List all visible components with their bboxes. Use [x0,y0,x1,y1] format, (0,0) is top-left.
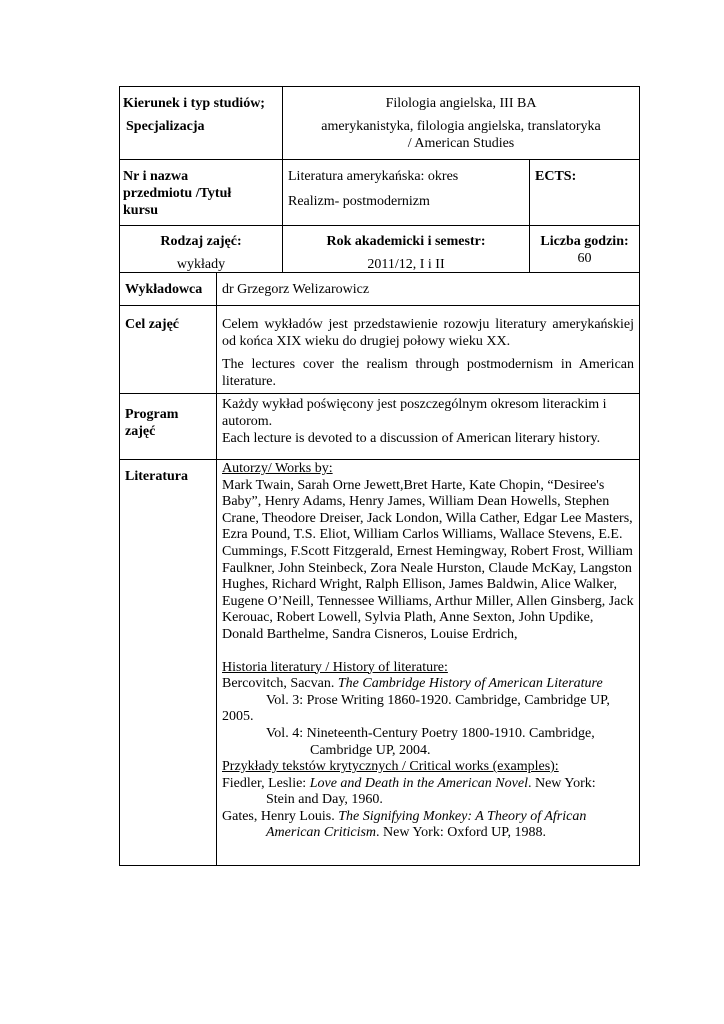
row-lecturer [120,273,639,306]
class-type-label: Rodzaj zajęć: [160,234,242,249]
fiedler-title: Love and Death in the American Novel [309,775,528,791]
row-field-of-study [120,87,639,160]
goal-value-cell [216,306,639,393]
specialization-value: amerykanistyka, filologia angielska, translatoryka / American Studies [321,119,601,151]
gates-publisher: . New York: Oxford UP, 1988. [376,825,547,841]
field-of-study-value: Filologia angielska, III BA [385,96,537,111]
literature-label: Literatura [125,469,188,484]
row-class-info [120,226,639,273]
lecturer-label-cell [120,273,216,305]
lecturer-value: dr Grzegorz Welizarowicz [222,282,370,297]
bercovitch-entry [222,676,634,693]
authors-heading: Autorzy/ Works by: [222,461,333,476]
goal-value-en: The lectures cover the realism through postmodernism in American literature. [222,357,634,389]
course-title-line1: Literatura amerykańska: okres [288,169,459,184]
gates-title-line2: American Criticism [266,825,377,841]
hours-value: 60 [577,251,592,266]
class-type-value: wykłady [176,257,226,272]
goal-value-pl: Celem wykładów jest przedstawienie rozowju literatury amerykańskiej od końca XIX wieku do drugiej połowy wieku XX. [222,317,634,349]
academic-year-value: 2011/12, I i II [367,257,445,272]
fiedler-publisher-line2: Stein and Day, 1960. [266,792,383,808]
gates-entry [222,809,634,826]
authors-list: Mark Twain, Sarah Orne Jewett,Bret Harte, Kate Chopin, “Desiree's Baby”, Henry Adams, Henry James, William Dean Howells, Stephen Crane, Theodore Dreiser, Jack London, Willa Cather, Edgar Lee Masters, Ezra Pound, T.S. Eliot, William Carlos Williams, Wallace Stevens, E.E. Cummings, F.Scott Fitzgerald, Ernest Hemingway, Robert Frost, William Faulkner, John Steinbeck, Zora Neale Hurston, Claude McKay, Langston Hughes, Richard Wright, Ralph Ellison, James Baldwin, Alice Walker, Eugene O’Neill, Tennessee Williams, Arthur Miller, Allen Ginsberg, Jack Kerouac, Robert Lowell, Sylvia Plath, Anne Sexton, John Updike, Donald Barthelme, Sandra Cisneros, Louise Erdrich, [222,477,634,642]
academic-year-label: Rok akademicki i semestr: [326,234,486,249]
critical-heading: Przykłady tekstów krytycznych / Critical works (examples): [222,759,559,775]
fiedler-author: Fiedler, Leslie: [222,775,310,791]
goal-label-cell [120,306,216,393]
vol3-entry: Vol. 3: Prose Writing 1860-1920. Cambridge, Cambridge UP, [266,692,610,708]
program-label-cell [120,394,216,459]
academic-year-cell [282,226,529,272]
row-program [120,394,639,460]
bercovitch-author: Bercovitch, Sacvan. [222,676,338,692]
vol4-continuation: Cambridge UP, 2004. [310,742,431,758]
fiedler-publisher: . New York: [527,775,596,791]
field-value-cell [282,87,639,159]
ects-cell [529,160,639,225]
goal-label: Cel zajęć [125,317,180,332]
row-literature [120,460,639,865]
bercovitch-title: The Cambridge History of American Literature [337,676,603,692]
program-label: Program zajęć [125,407,179,439]
lecturer-value-cell [216,273,639,305]
hours-cell [529,226,639,272]
row-course-title [120,160,639,226]
program-value-cell [216,394,639,459]
course-title-value-cell [282,160,529,225]
program-value-pl: Każdy wykład poświęcony jest poszczególnym okresom literackim i autorom. [222,397,607,429]
vol3-year: 2005. [222,709,254,725]
literature-value-cell [216,460,639,865]
field-of-study-label: Kierunek i typ studiów; [123,96,265,111]
course-table [119,86,640,866]
lecturer-label: Wykładowca [125,282,203,297]
gates-title-line1: The Signifying Monkey: A Theory of African [338,808,587,824]
fiedler-entry [222,776,634,793]
ects-label: ECTS: [535,169,577,184]
vol4-entry: Vol. 4: Nineteenth-Century Poetry 1800-1910. Cambridge, [266,725,595,741]
row-course-goal [120,306,639,394]
gates-author: Gates, Henry Louis. [222,808,339,824]
history-heading: Historia literatury / History of literature: [222,659,448,675]
class-type-cell [120,226,282,272]
hours-label: Liczba godzin: [540,234,629,249]
gates-entry-line2 [222,825,634,842]
literature-label-cell [120,460,216,865]
program-value-en: Each lecture is devoted to a discussion of American literary history. [222,431,601,446]
course-title-label: Nr i nazwa przedmiotu /Tytuł kursu [123,169,232,218]
specialization-label: Specjalizacja [126,119,205,134]
course-title-line2: Realizm- postmodernizm [288,194,430,209]
field-label-cell [120,87,282,159]
course-title-label-cell [120,160,282,225]
